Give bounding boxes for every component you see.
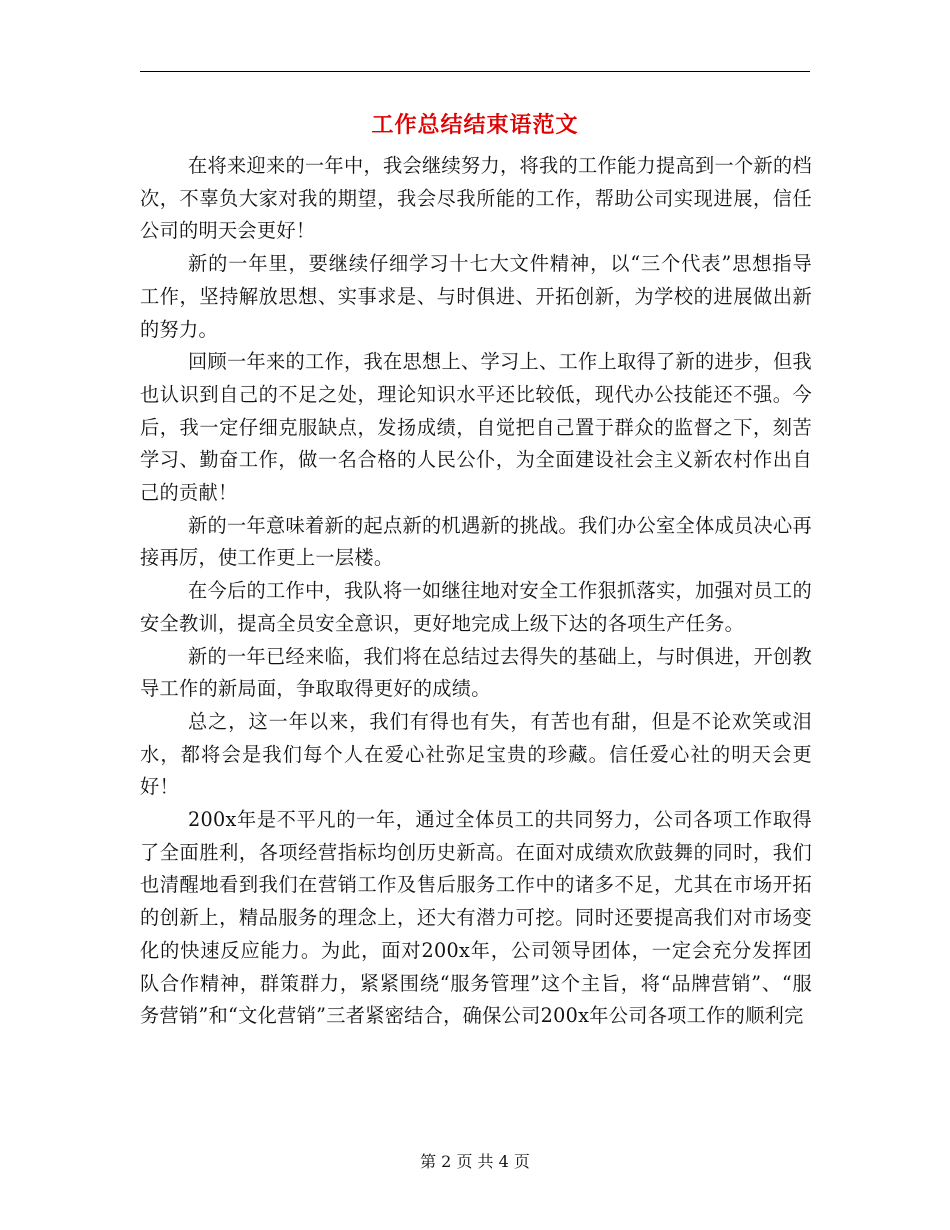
page-number: 第 2 页 共 4 页 [420, 1152, 530, 1171]
paragraph-5: 在今后的工作中，我队将一如继往地对安全工作狠抓落实，加强对员工的安全教训，提高全员安全意识，更好地完成上级下达的各项生产任务。 [140, 579, 812, 635]
paragraph-6: 新的一年已经来临，我们将在总结过去得失的基础上，与时俱进，开创教导工作的新局面，争取取得更好的成绩。 [140, 644, 812, 701]
paragraph-3: 回顾一年来的工作，我在思想上、学习上、工作上取得了新的进步，但我也认识到自己的不足之处，理论知识水平还比较低，现代办公技能还不强。今后，我一定仔细克服缺点，发扬成绩，自觉把自己置于群众的监督之下，刻苦学习、勤奋工作，做一名合格的人民公仆，为全面建设社会主义新农村作出自己的贡献！ [140, 350, 812, 505]
paragraph-4: 新的一年意味着新的起点新的机遇新的挑战。我们办公室全体成员决心再接再厉，使工作更上一层楼。 [140, 513, 812, 570]
document-title: 工作总结结束语范文 [371, 112, 579, 138]
paragraph-2: 新的一年里，要继续仔细学习十七大文件精神，以“三个代表”思想指导工作，坚持解放思想、实事求是、与时俱进、开拓创新，为学校的进展做出新的努力。 [140, 252, 812, 341]
paragraph-7: 总之，这一年以来，我们有得也有失，有苦也有甜，但是不论欢笑或泪水，都将会是我们每个人在爱心社弥足宝贵的珍藏。信任爱心社的明天会更好！ [140, 709, 812, 799]
document-body [140, 150, 812, 1033]
header-rule [140, 71, 810, 72]
paragraph-8: 200x年是不平凡的一年，通过全体员工的共同努力，公司各项工作取得了全面胜利，各项经营指标均创历史新高。在面对成绩欢欣鼓舞的同时，我们也清醒地看到我们在营销工作及售后服务工作中的诸多不足，尤其在市场开拓的创新上，精品服务的理念上，还大有潜力可挖。同时还要提高我们对市场变化的快速反应能力。为此，面对200x年，公司领导团体，一定会充分发挥团队合作精神，群策群力，紧紧围绕“服务管理”这个主旨，将“品牌营销”、“服务营销”和“文化营销”三者紧密结合，确保公司200x年公司各项工作的顺利完 [140, 808, 812, 1028]
paragraph-1: 在将来迎来的一年中，我会继续努力，将我的工作能力提高到一个新的档次，不辜负大家对我的期望，我会尽我所能的工作，帮助公司实现进展，信任公司的明天会更好！ [140, 154, 812, 243]
